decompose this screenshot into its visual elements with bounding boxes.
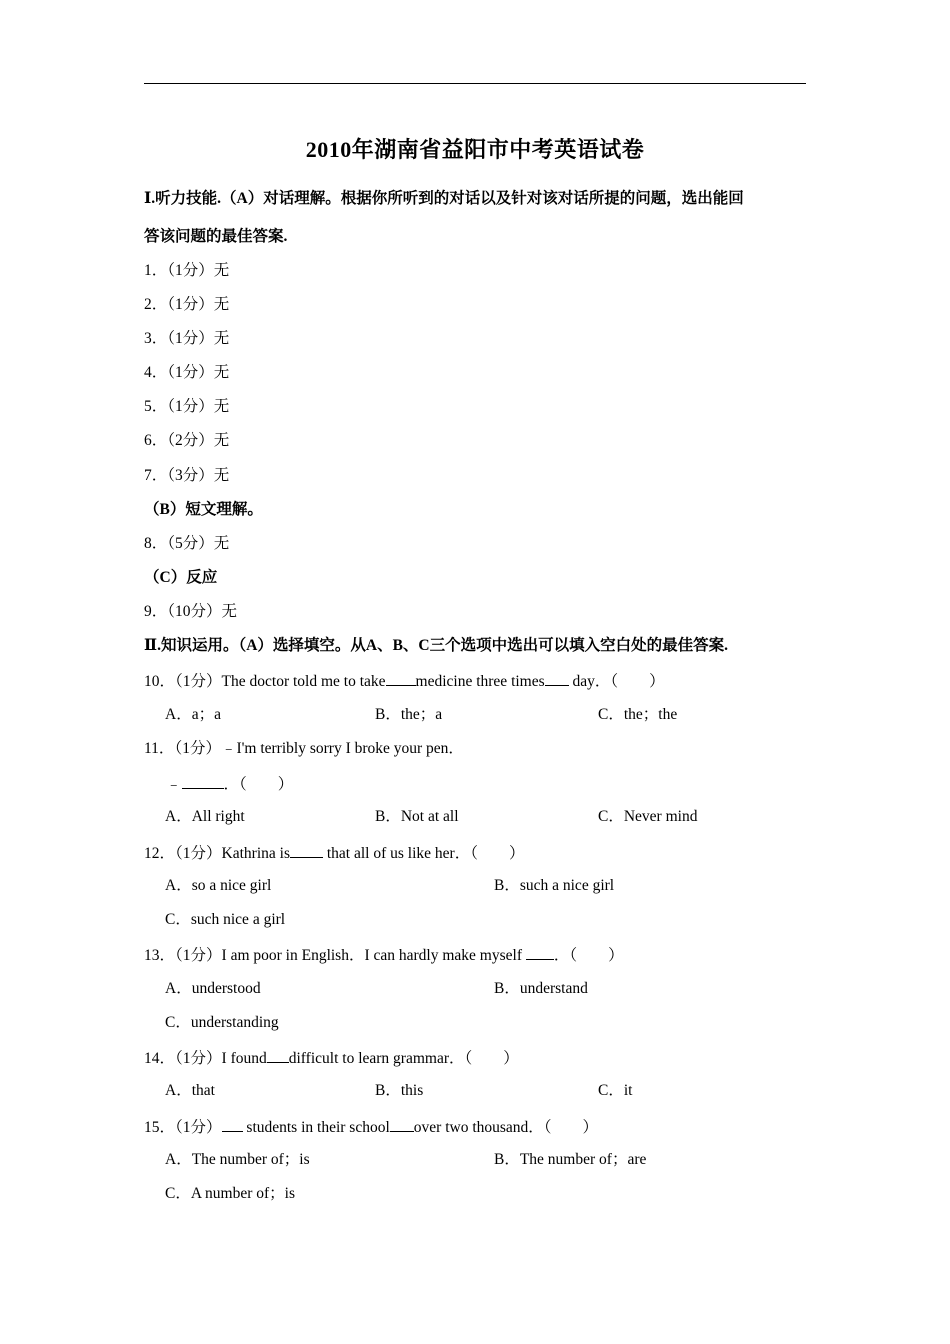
- q11-option-a[interactable]: A．All right: [165, 808, 245, 825]
- answer-blank: [390, 1116, 414, 1132]
- q12-option-c[interactable]: C．such nice a girl: [165, 911, 286, 928]
- question-4: 4．（1分）无: [144, 364, 230, 381]
- section-b-heading: （B）短文理解。: [144, 501, 263, 518]
- answer-blank: [267, 1047, 289, 1063]
- q15-option-a[interactable]: A．The number of；is: [165, 1151, 310, 1168]
- question-3: 3．（1分）无: [144, 330, 230, 347]
- page-title: 2010年湖南省益阳市中考英语试卷: [305, 137, 645, 162]
- q14-option-a[interactable]: A．that: [165, 1082, 215, 1099]
- q12-option-b[interactable]: B．such a nice girl: [494, 877, 615, 894]
- answer-blank: [182, 773, 224, 789]
- section1-heading-line2: 答该问题的最佳答案.: [144, 228, 288, 245]
- question-8: 8．（5分）无: [144, 535, 230, 552]
- q11-option-b[interactable]: B．Not at all: [375, 808, 459, 825]
- section2-heading: Ⅱ.知识运用。（A）选择填空。从A、B、C三个选项中选出可以填入空白处的最佳答案.: [144, 637, 728, 654]
- question-6: 6．（2分）无: [144, 432, 230, 449]
- q10-option-c[interactable]: C．the；the: [598, 706, 678, 723]
- q13-option-b[interactable]: B．understand: [494, 980, 588, 997]
- q11-option-c[interactable]: C．Never mind: [598, 808, 698, 825]
- q14-option-b[interactable]: B．this: [375, 1082, 424, 1099]
- question-13: 13．（1分）I am poor in English．I can hardly make myself ．（ ）: [144, 944, 624, 966]
- answer-blank: [290, 842, 323, 858]
- question-9: 9．（10分）无: [144, 603, 238, 620]
- question-1: 1．（1分）无: [144, 262, 230, 279]
- q10-option-a[interactable]: A．a；a: [165, 706, 221, 723]
- question-5: 5．（1分）无: [144, 398, 230, 415]
- header-rule: [144, 83, 806, 84]
- question-14: 14．（1分）I found difficult to learn grammar．（ ）: [144, 1047, 519, 1069]
- q15-option-c[interactable]: C．A number of；is: [165, 1185, 296, 1202]
- question-11: 11．（1分）﹣I'm terribly sorry I broke your pen．: [144, 740, 464, 757]
- q13-option-c[interactable]: C．understanding: [165, 1014, 279, 1031]
- q12-option-a[interactable]: A．so a nice girl: [165, 877, 272, 894]
- answer-blank: [526, 944, 554, 960]
- answer-blank: [545, 670, 569, 686]
- answer-blank: [222, 1116, 243, 1132]
- question-11-reply: ﹣ ．（ ）: [166, 773, 293, 795]
- section1-heading-line1: Ⅰ.听力技能.（A）对话理解。根据你所听到的对话以及针对该对话所提的问题，选出能回: [144, 190, 744, 207]
- question-15: 15．（1分） students in their school over two thousand．（ ）: [144, 1116, 598, 1138]
- section-c-heading: （C）反应: [144, 569, 218, 586]
- q14-option-c[interactable]: C．it: [598, 1082, 633, 1099]
- q13-option-a[interactable]: A．understood: [165, 980, 261, 997]
- question-12: 12．（1分）Kathrina is that all of us like her．（ ）: [144, 842, 524, 864]
- answer-blank: [386, 670, 416, 686]
- question-7: 7．（3分）无: [144, 467, 230, 484]
- q15-option-b[interactable]: B．The number of；are: [494, 1151, 647, 1168]
- question-2: 2．（1分）无: [144, 296, 230, 313]
- q10-option-b[interactable]: B．the；a: [375, 706, 443, 723]
- question-10: 10．（1分）The doctor told me to take medicine three times day．（ ）: [144, 670, 665, 692]
